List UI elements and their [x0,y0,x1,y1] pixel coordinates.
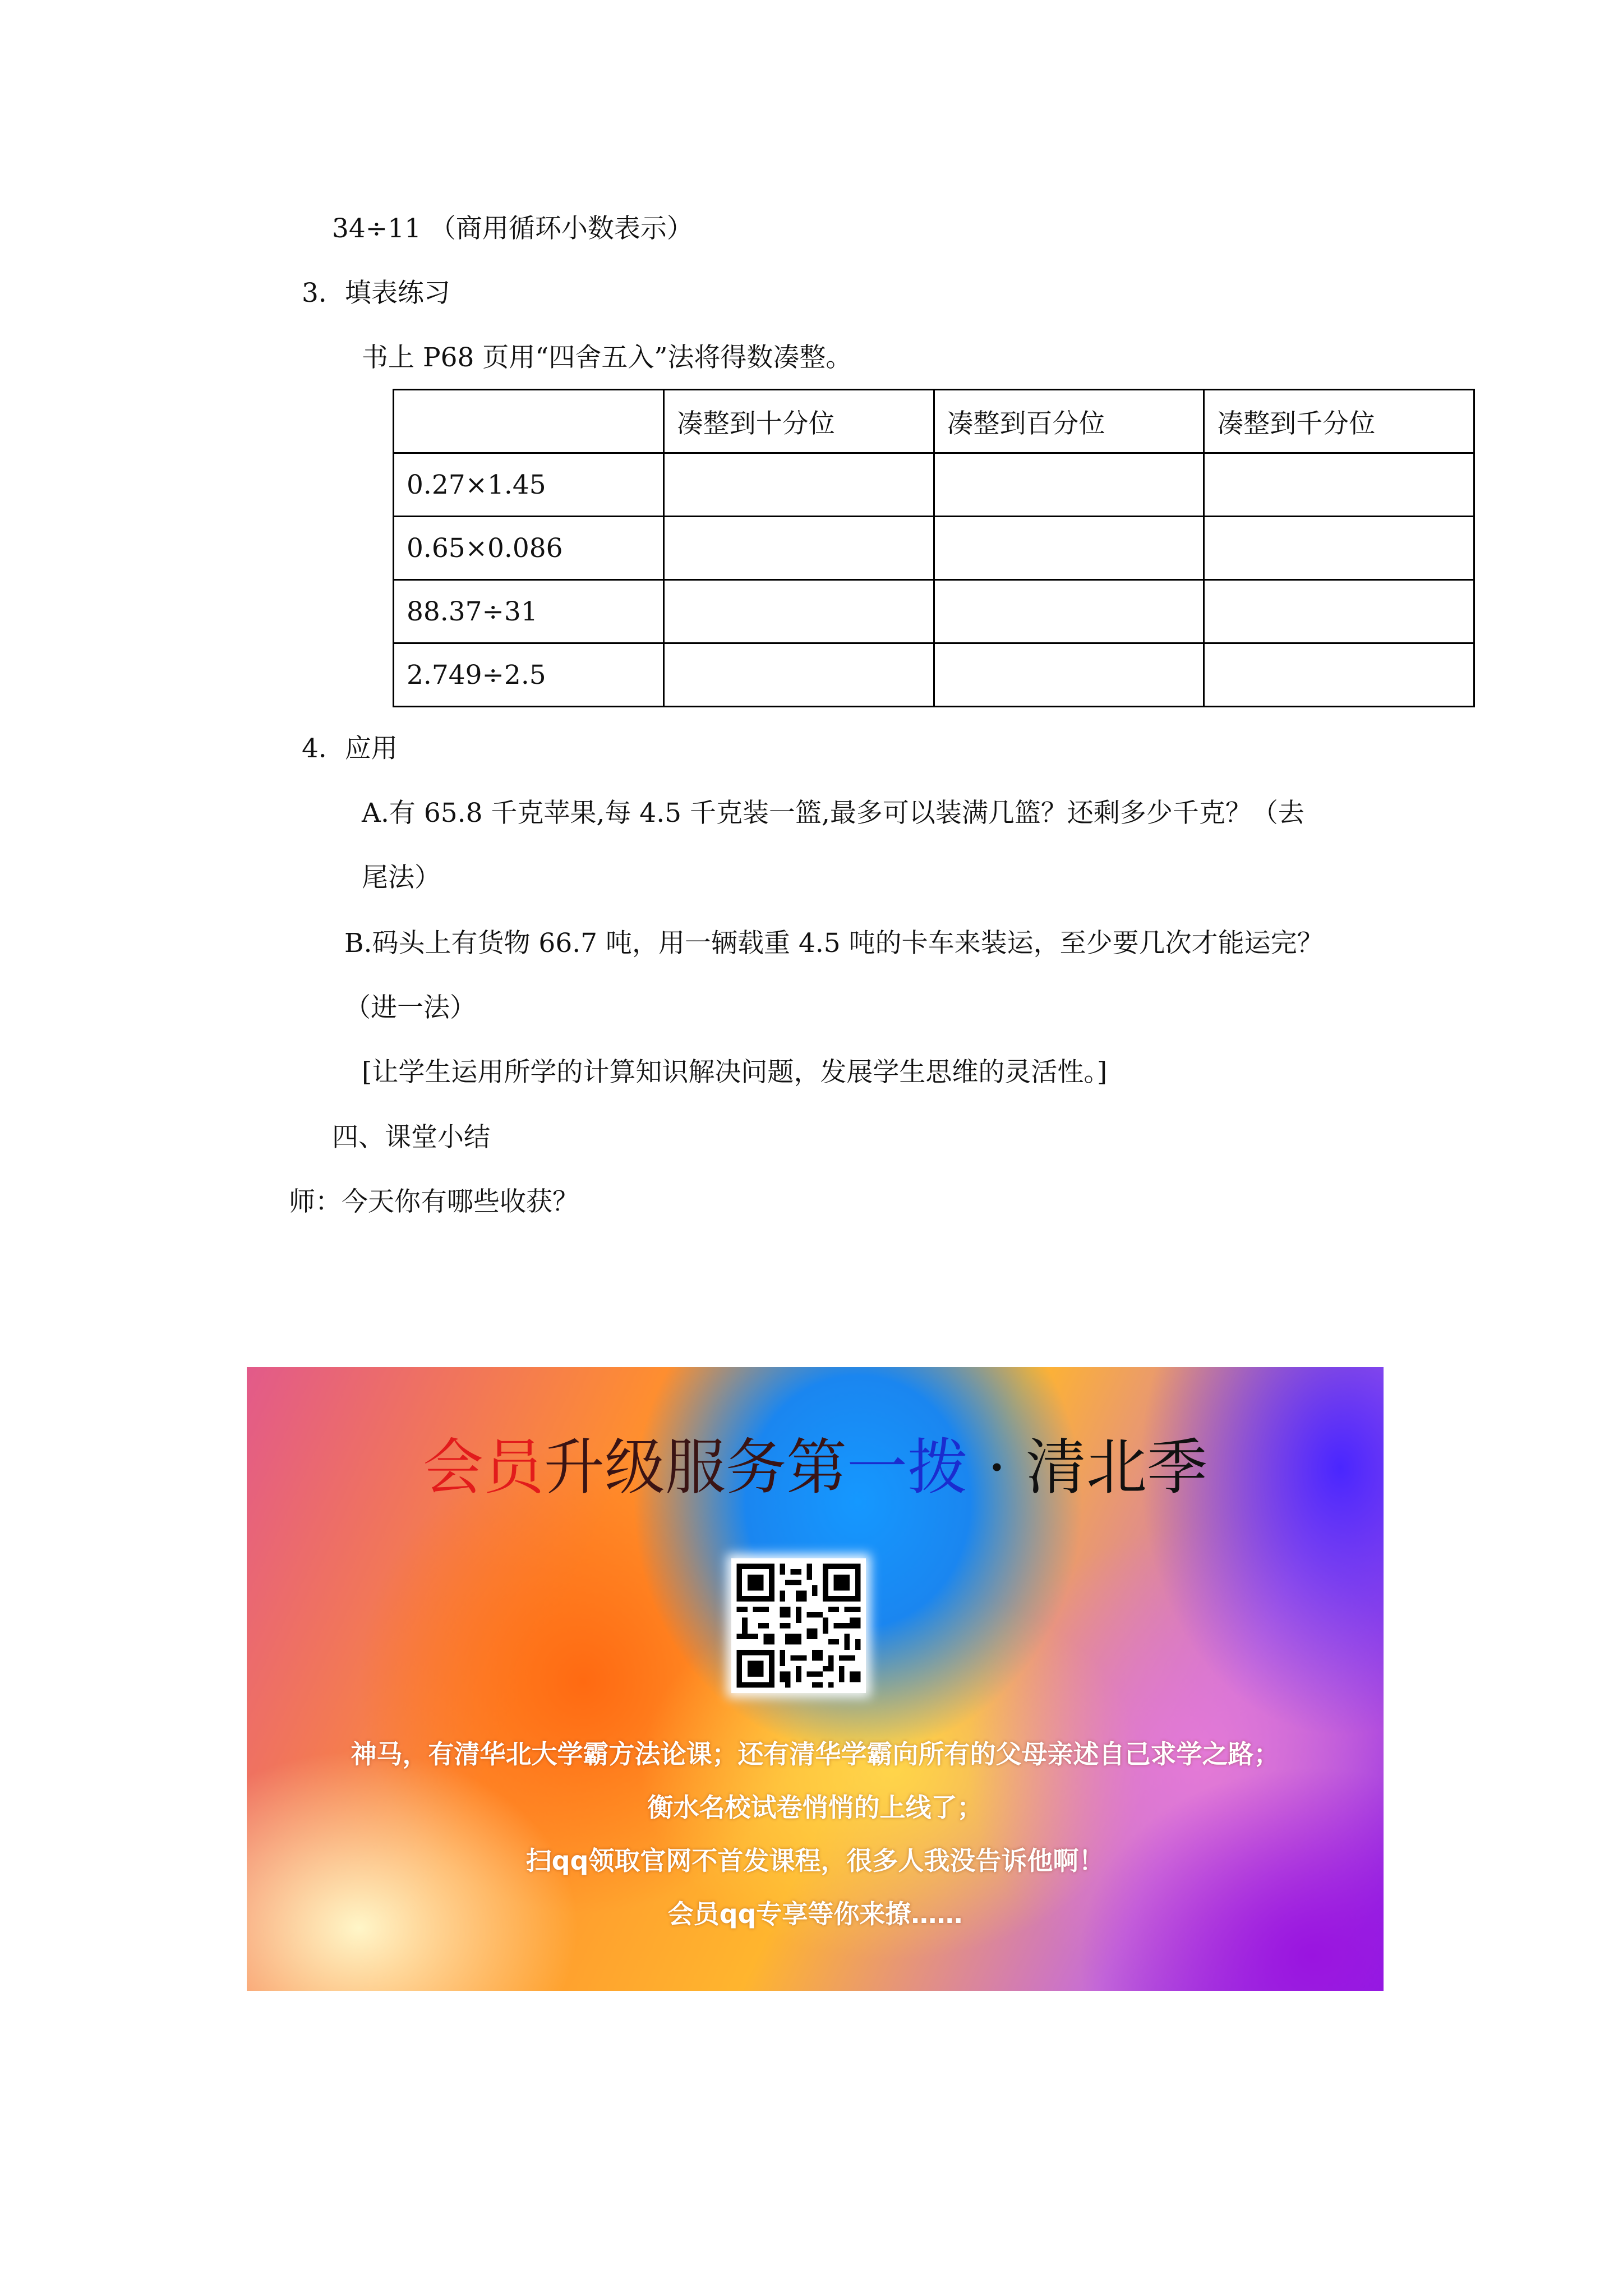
table-cell-blank[interactable] [663,643,934,707]
table-row [394,453,1474,517]
rounding-table [393,389,1475,707]
table-cell-blank[interactable] [663,453,934,517]
table-cell-blank[interactable] [663,580,934,643]
banner-title-part4: 清北季 [1026,1433,1208,1503]
table-header-row [394,390,1474,453]
section-four-summary-heading: 四、课堂小结 [332,1122,490,1153]
table-cell-blank[interactable] [934,517,1204,580]
banner-title-separator: · [968,1433,1026,1503]
teaching-note: [让学生运用所学的计算知识解决问题，发展学生思维的灵活性。] [362,1057,1108,1088]
section-4-heading: 4．应用 [302,733,398,764]
table-header-cell: 凑整到十分位 [663,390,934,453]
membership-banner[interactable] [247,1367,1384,1991]
table-cell-blank[interactable] [934,453,1204,517]
table-row [394,580,1474,643]
table-row [394,517,1474,580]
section-3-heading: 3．填表练习 [302,278,450,309]
problem-b-line2: （进一法） [344,992,476,1023]
table-cell-blank[interactable] [663,517,934,580]
problem-b-line1: B.码头上有货物 66.7 吨，用一辆载重 4.5 吨的卡车来装运，至少要几次才能运完？ [344,928,1324,959]
banner-line2: 衡水名校试卷悄悄的上线了； [647,1792,983,1823]
table-row [394,643,1474,707]
banner-title-part2: 升级服务第 [543,1433,847,1503]
banner-line1: 神马，有清华北大学霸方法论课；还有清华学霸向所有的父母亲述自己求学之路； [351,1739,1280,1769]
table-header-cell [394,390,664,453]
banner-title-part1: 会员 [422,1433,544,1503]
banner-title-part3: 一拨 [847,1433,969,1503]
table-cell-blank[interactable] [1204,580,1474,643]
table-cell-expression: 0.27×1.45 [394,453,664,517]
table-cell-blank[interactable] [1204,643,1474,707]
table-cell-blank[interactable] [1204,453,1474,517]
table-cell-blank[interactable] [1204,517,1474,580]
table-cell-blank[interactable] [934,643,1204,707]
banner-title [247,1432,1384,1504]
problem-a-line1: A.有 65.8 千克苹果,每 4.5 千克装一篮,最多可以装满几篮？还剩多少千克？（去 [362,798,1304,829]
table-cell-expression: 88.37÷31 [394,580,664,643]
table-cell-blank[interactable] [934,580,1204,643]
problem-a-line2: 尾法） [362,862,441,893]
table-header-cell: 凑整到千分位 [1204,390,1474,453]
banner-line4: 会员qq专享等你来撩…… [667,1899,963,1929]
teacher-question: 师：今天你有哪些收获？ [289,1186,579,1217]
problem-line-34-div-11: 34÷11 （商用循环小数表示） [332,213,693,244]
table-instruction: 书上 P68 页用“四舍五入”法将得数凑整。 [362,342,852,373]
table-cell-expression: 0.65×0.086 [394,517,664,580]
table-header-cell: 凑整到百分位 [934,390,1204,453]
banner-line3: 扫qq领取官网不首发课程，很多人我没告诉他啊！ [525,1846,1105,1876]
qr-code-icon[interactable] [731,1558,866,1693]
table-cell-expression: 2.749÷2.5 [394,643,664,707]
